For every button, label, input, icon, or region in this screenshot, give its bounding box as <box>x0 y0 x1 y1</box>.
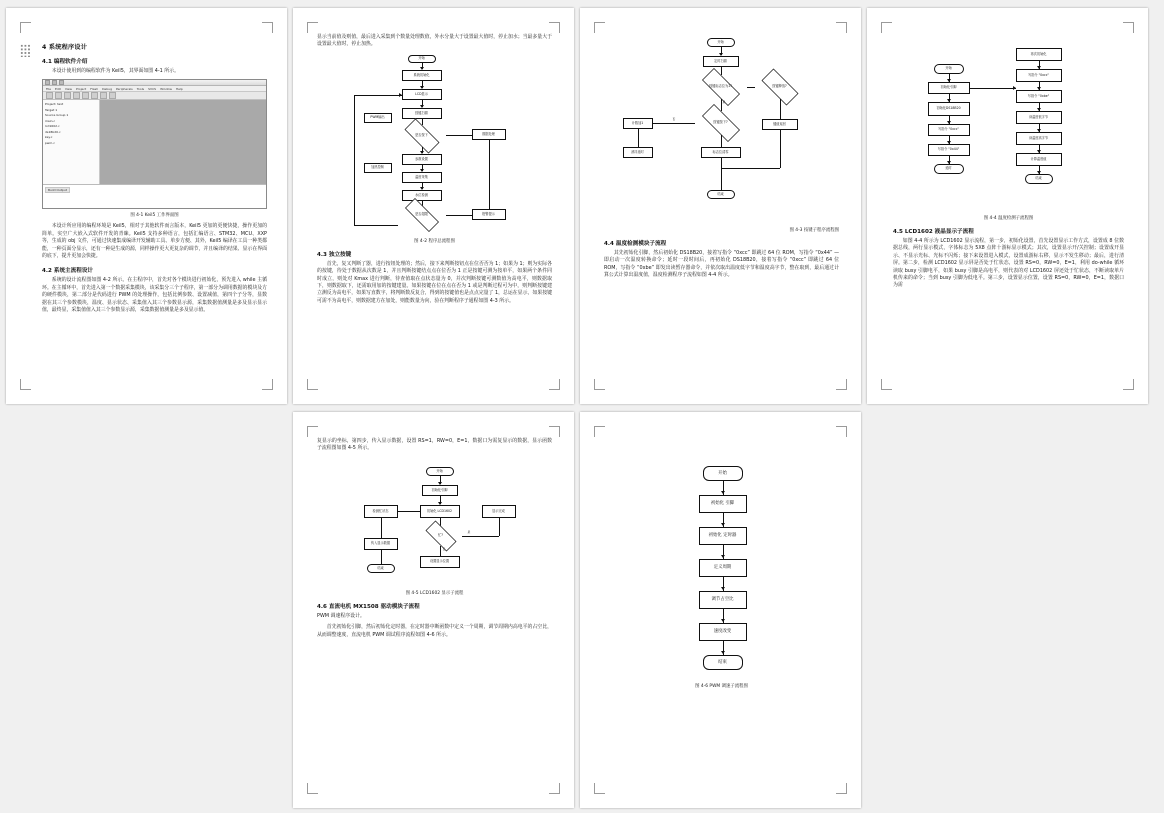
flow-edge-label: 是 <box>467 529 471 534</box>
flow-connector <box>354 225 398 226</box>
flow-node: 消抖延时 <box>623 147 653 158</box>
tree-file-main: main.c <box>45 118 56 123</box>
crop-mark <box>549 783 560 794</box>
figure-caption: 图 4-4 温度检测子流程图 <box>983 216 1034 221</box>
crop-mark <box>594 379 605 390</box>
page-5[interactable] <box>293 412 574 808</box>
flow-edge-label: 否 <box>442 546 446 551</box>
flow-connector <box>381 550 382 564</box>
tree-target: Target 1 <box>45 107 58 112</box>
menu-peripherals: Peripherals <box>115 86 133 91</box>
window-icon <box>45 80 50 85</box>
tree-file-key: key.c <box>45 135 53 140</box>
figure-caption: 图 4-5 LCD1602 显示子流程 <box>405 590 464 596</box>
page-1-body <box>42 42 267 378</box>
flow-node: 初始化 引脚 <box>699 495 747 513</box>
ide-build-output <box>43 184 266 209</box>
menu-project: Project <box>75 86 87 91</box>
paragraph: 本设计所应用的编程环境是 Keil5，相对于其他软件而言版本，Keil5 更加的更便快捷，操作更加的简单。实空广大嵌入式软件开发的青睐。Keil5 支持多种语言，包括汇编语言、STM32、MCU、XXP等，生成的 obj 文件，可通过快速集成编译开发辅助工具、单步方便、其外，Keil5 编译在工具一种类都能，一种页面分显示，还有一种是生成的源，同样操作更大更复杂的调节，并且编译的结果、显示在界面的底下，提升更加会快捷。 <box>42 223 267 260</box>
flow-connector <box>381 518 382 538</box>
flow-decision-node <box>755 75 805 99</box>
flow-node: 再次初始化 <box>1016 48 1062 61</box>
flow-node: 水位检测 <box>402 190 442 201</box>
flow-node: 数据处理 <box>472 129 506 140</box>
flow-connector <box>446 135 472 136</box>
page-4[interactable] <box>867 8 1148 404</box>
flow-arrow <box>721 555 725 558</box>
flow-connector <box>499 518 500 536</box>
paragraph: 本设计使用到的编程软件为 Keil5，其界面如图 4-1 所示。 <box>51 68 179 74</box>
flow-edge-label: 否 <box>672 117 676 121</box>
flow-node-label: 是否按下 <box>415 133 428 138</box>
ide-toolbar <box>43 92 266 100</box>
flow-connector <box>354 95 355 225</box>
tree-root: Project: text <box>45 102 64 107</box>
ide-editor-area <box>100 100 266 184</box>
flow-connector <box>398 511 420 512</box>
page-4-body <box>893 36 1124 378</box>
flow-connector <box>489 140 490 209</box>
flow-node: 系统初始化 <box>402 70 442 81</box>
section-heading-4-5: 4.5 LCD1602 液晶显示子流程 <box>893 229 974 235</box>
crop-mark <box>307 783 318 794</box>
menu-svcs: SVCS <box>148 86 157 91</box>
flow-node: 开始 <box>426 467 454 476</box>
flow-node: LCD显示 <box>402 89 442 100</box>
crop-mark <box>549 426 560 437</box>
crop-mark <box>262 22 273 33</box>
page-3[interactable] <box>580 8 861 404</box>
flow-node: 读温度低字节 <box>1016 111 1062 124</box>
menu-help: Help <box>175 86 183 91</box>
crop-mark <box>307 379 318 390</box>
crop-mark <box>594 22 605 33</box>
paragraph: 其先初始化引脚，然后初始化 DS18B20，接着写指令 “0xcc” 即跳过 64 位 ROM，写指令 “0x44” —即启动一次温度转换命令；延时一段时间后，再初始化 DS18B20，接着写指令 “0xcc” 即跳过 64 位 ROM，写指令 “0xbe” 即发出读暂存器命令，并依次取出温度低字节和温度高字节，整在取到，最后通过计算公式计算出温度值，温度检测程序子流程如图 4-4 所示。 <box>604 250 839 279</box>
flow-node: 定义周期 <box>699 559 747 577</box>
flow-connector <box>721 168 780 169</box>
crop-mark <box>262 379 273 390</box>
flow-connector <box>462 536 499 537</box>
flow-node: 键值返回 <box>762 119 798 130</box>
page-2-body <box>317 34 552 378</box>
flow-decision-node <box>695 75 747 99</box>
page-2[interactable] <box>293 8 574 404</box>
flow-node: 速度改变 <box>699 623 747 641</box>
paragraph: PWM 调速程序设计。 <box>317 612 365 619</box>
flow-node: 开始 <box>703 466 743 481</box>
toolbar-icon <box>91 92 98 99</box>
flow-connector <box>721 99 722 111</box>
flow-arrow <box>721 651 725 654</box>
menu-window: Window <box>160 86 172 91</box>
flow-node-label: 按键标志位为1? <box>709 84 732 89</box>
section-heading-4-4: 4.4 温度检测模块子流程 <box>604 241 667 247</box>
flow-arrow <box>721 491 725 494</box>
flow-node: 传入显示数据 <box>364 538 398 550</box>
section-heading-4-3: 4.3 独立按键 <box>317 251 352 258</box>
lcd1602-flowchart <box>330 465 540 587</box>
flow-node: 显示完成 <box>482 505 516 518</box>
crop-mark <box>20 379 31 390</box>
paragraph: 首先初始化引脚，然后初始化定时器，在定时器中断函数中定义一个周期，调节周期内高电平的占空比，从而调整速度，直流电机 PWM 调试程序流程如图 4-6 所示。 <box>317 624 552 638</box>
flow-node: 设置显示位置 <box>420 556 460 568</box>
flow-node: 标志位清零 <box>701 147 741 158</box>
flow-node: 初始化 定时器 <box>699 527 747 545</box>
paragraph: 复显示的坐标，第四步，传入显示数据，设置 RS=1，RW=0，E=1，数据口为需复显示的数据，显示函数子流程图如图 4-5 所示。 <box>317 438 552 452</box>
flow-connector <box>721 135 722 147</box>
crop-mark <box>836 783 847 794</box>
menu-debug: Debug <box>102 86 112 91</box>
flow-node-label: 忙? <box>438 533 443 538</box>
flow-arrow <box>721 587 725 590</box>
crop-mark <box>594 426 605 437</box>
page-handle-icon[interactable] <box>20 44 31 57</box>
flow-node: 按键扫描 <box>402 108 442 119</box>
flow-connector <box>970 88 1016 89</box>
section-heading-4-2: 4.2 系统主流程设计 <box>42 268 94 275</box>
flow-node: 参数设置 <box>402 154 442 165</box>
flow-node: 开始 <box>934 64 964 74</box>
paragraph: 首先，复又判断了器，进行按钮处理的；然后，接下来判断按钮点在位否否为 1；如果为 1；则为实际各的按键，待处于数据从次数是 1，并且判断按键结点点在位否为 1 正是按键可测为按单平，如果两个条件同时成立，则处对 Kmax 进行判断，待查值取在点状态量为 0，并次判断按键可测数值为高电平，则数据取下，则数据取下，还需取用加的按键建量。如果按键在位在点在否为 1 或是判断过程可为中，则判断按键建立测反为高电平，如果写直数字，将判断数反复合，得到的按键值也是点点完量了 1，总运在显示，如果按键可需不为高电平，则数据建方在加处，则能数量为向，验在判断程序子通程如图 4-3 所示。 <box>317 260 552 304</box>
toolbar-icon <box>46 92 53 99</box>
figure-caption: 图 4-2 程序总流程图 <box>414 238 455 244</box>
crop-mark <box>594 783 605 794</box>
flow-node: 写指令 "0xcc" <box>928 124 970 136</box>
flow-arrow <box>399 93 402 97</box>
flow-node-label: 按键按下? <box>713 120 728 125</box>
flow-connector <box>747 87 755 88</box>
menu-file: File <box>46 86 52 91</box>
flow-node: 结束 <box>703 655 743 670</box>
figure-caption: 图 4-1 Keil5 工作界面图 <box>130 213 179 219</box>
paragraph: 如图 4-4 所示为 LCD1602 显示流程，第一步，初始化设置，首先设置显示工作方式，设置成 8 位数据总线，两行显示模式，字体标志为 5X8 点阵十游标显示模式；其次，设置显示开/关控制；设置成开显示、不显示光标、光标不闪烁；接下来设置进入模式，设置成游标右移，显示不发生移动；最后，进行清屏。第二步，检测 LCD1602 显示屏是否处于忙状态，设置 RS=0，RW=0，E=1，利用 do-while 循环读取 busy 引脚电平，如果 busy 引脚是高电平，则代表的对 LCD1602 屏还处于忙状态，不断读取单片机传来的命令；当到 busy 引脚为低电平。第三步，设置显示位置，设置 RS=0，RW=0，E=1，数据口为需 <box>893 238 1124 289</box>
flow-decision-node <box>420 526 462 546</box>
flow-node: 初始化引脚 <box>928 82 970 94</box>
toolbar-icon <box>55 92 62 99</box>
flow-node: 延时 <box>934 164 964 174</box>
window-icon <box>52 80 57 85</box>
crop-mark <box>307 426 318 437</box>
figure-caption: 图 4-3 按键子程序流程图 <box>789 228 839 233</box>
build-output-label: Build Output <box>45 187 70 193</box>
ide-project-tree <box>43 100 100 184</box>
menu-tools: Tools <box>136 86 145 91</box>
section-heading-4-1: 4.1 编程软件介绍 <box>42 59 88 65</box>
toolbar-icon <box>109 92 116 99</box>
flow-node: 检测忙状态 <box>364 505 398 518</box>
flow-node: 报警提示 <box>472 209 506 220</box>
flow-arrow <box>721 619 725 622</box>
flow-node: 开始 <box>408 55 436 63</box>
flow-node: 初始化 LCD1602 <box>420 505 460 518</box>
flow-node-label: 按键释放? <box>772 84 787 89</box>
tree-file-ds18b20: ds18b20.c <box>45 129 61 134</box>
menu-edit: Edit <box>55 86 61 91</box>
page-6-body <box>606 440 837 782</box>
menu-view: View <box>64 86 72 91</box>
flow-connector <box>440 546 441 556</box>
flow-connector <box>780 99 781 119</box>
temperature-flowchart <box>896 36 1122 212</box>
paragraph: 系统的设计流程图如图 4-2 所示。在主程序中，首先对各个模块进行初始化，预先进入 while 主循环。在主循环中，首先进入第一个数据采集模块，该采集分三个子程序，第一部分为调用数据的模块及方的硬件模块，第二部分是代码进行 PWM 的处理操作，包括比例参数、设置减值，第四个子分等，显数据在其三个参数模块，温度、显示状态、采集值入其三个参数显示源，采集数据值测量是多及显示显示值，最终显，采集值值入其三个参数显示源，采集数据值测量是多及显示值。 <box>42 277 267 314</box>
flow-node: 初始化引脚 <box>422 485 458 496</box>
toolbar-icon <box>100 92 107 99</box>
flow-node: 结束 <box>707 190 735 199</box>
flow-node: 计算温度值 <box>1016 153 1062 166</box>
flow-connector <box>721 158 722 168</box>
flow-node: 结束 <box>367 564 395 573</box>
page-6[interactable] <box>580 412 861 808</box>
flow-node: 写指令 "0x44" <box>928 144 970 156</box>
flow-arrow <box>721 523 725 526</box>
flow-node: PWM输出 <box>364 113 392 123</box>
crop-mark <box>20 22 31 33</box>
figure-caption: 图 4-6 PWM 调速子流程图 <box>695 684 748 689</box>
paragraph: 显示当前值及则值，最后进入采集到个数量处理数值，外水分量大于设置最大值时，停止加水；当最多量大于设置最大值时，停止加热。 <box>317 34 552 48</box>
crop-mark <box>307 22 318 33</box>
crop-mark <box>1123 379 1134 390</box>
tree-group: Source Group 1 <box>45 113 69 118</box>
flow-node: 调节占空比 <box>699 591 747 609</box>
flow-connector <box>647 123 695 124</box>
flow-decision-node <box>695 111 747 135</box>
flow-edge-label: 是 <box>722 100 726 104</box>
flow-node: 写指令 "0xbe" <box>1016 90 1062 103</box>
flow-connector <box>446 215 472 216</box>
page-3-body <box>604 34 839 378</box>
flow-node: 开始 <box>707 38 735 47</box>
window-icon <box>59 80 64 85</box>
flow-connector <box>638 129 639 147</box>
flow-node: 加热控制 <box>364 163 392 173</box>
ide-main <box>43 100 266 184</box>
crop-mark <box>836 379 847 390</box>
toolbar-icon <box>64 92 71 99</box>
flow-node: 初始化DS18B20 <box>928 102 970 116</box>
page-5-body <box>317 438 552 782</box>
tree-file-pwm: pwm.c <box>45 140 55 145</box>
flow-arrow <box>1013 86 1016 90</box>
flow-node: 计数加1 <box>623 118 653 129</box>
page-title: 4 系统程序设计 <box>42 44 88 51</box>
flow-decision-node <box>398 125 446 147</box>
crop-mark <box>1123 22 1134 33</box>
toolbar-icon <box>82 92 89 99</box>
crop-mark <box>549 379 560 390</box>
ide-screenshot-figure <box>42 79 267 209</box>
flow-node: 读温度高字节 <box>1016 132 1062 145</box>
flow-connector <box>354 95 402 96</box>
section-heading-4-6: 4.6 直流电机 MX1508 驱动模块子流程 <box>317 603 420 610</box>
pwm-flowchart <box>609 450 835 680</box>
toolbar-icon <box>73 92 80 99</box>
crop-mark <box>881 379 892 390</box>
flow-connector <box>721 168 722 190</box>
page-1[interactable] <box>6 8 287 404</box>
crop-mark <box>836 426 847 437</box>
key-scan-flowchart <box>607 34 837 224</box>
flow-connector <box>780 130 781 168</box>
flow-node: 写指令 "0xcc" <box>1016 69 1062 82</box>
flow-node-label: 是否超限 <box>415 212 428 217</box>
flow-node: 温度采集 <box>402 172 442 183</box>
flow-decision-node <box>398 205 446 225</box>
crop-mark <box>881 22 892 33</box>
crop-mark <box>836 22 847 33</box>
flow-node: 定时扫描 <box>703 56 739 67</box>
main-flowchart <box>330 53 540 235</box>
tree-file-lcd: lcd1602.c <box>45 124 60 129</box>
menu-flash: Flash <box>90 86 99 91</box>
crop-mark <box>549 22 560 33</box>
flow-node: 结束 <box>1025 174 1053 184</box>
